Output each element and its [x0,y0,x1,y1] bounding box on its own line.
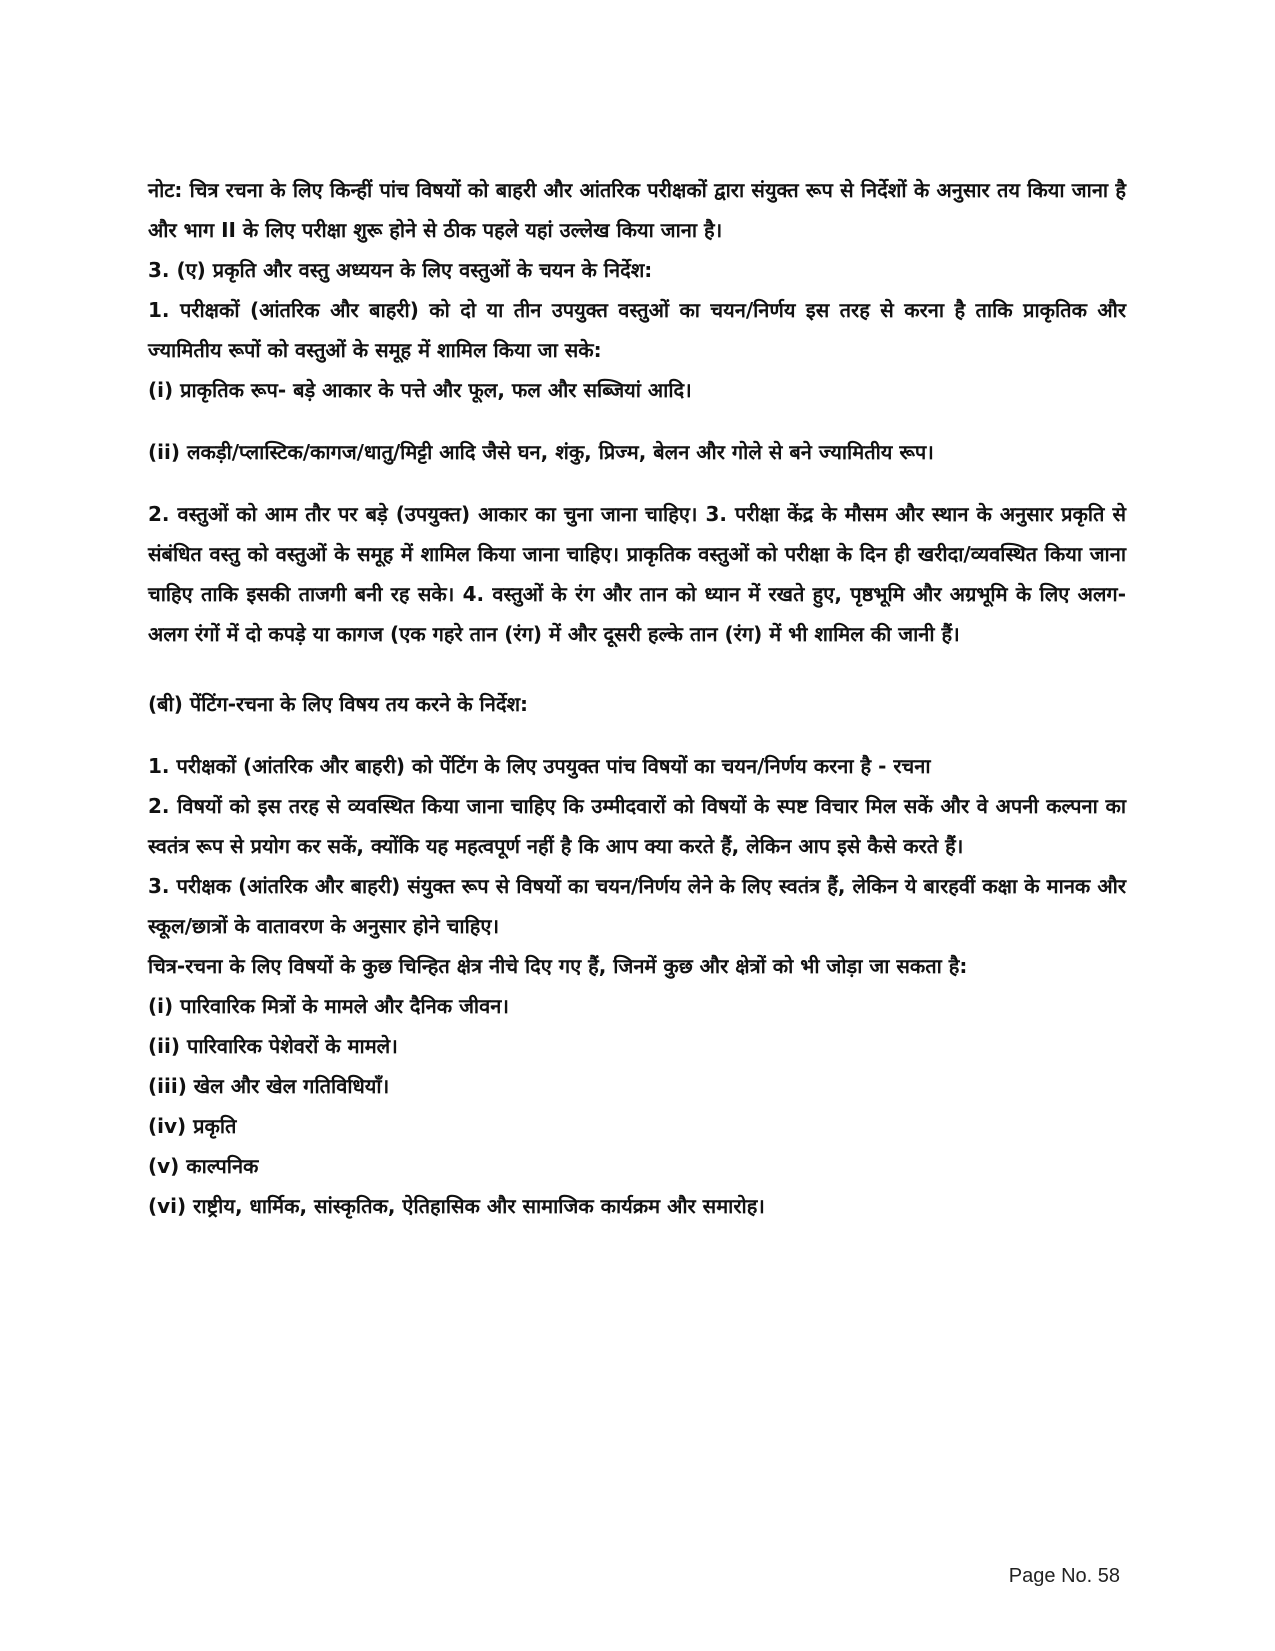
list-item: (iii) खेल और खेल गतिविधियाँ। [148,1074,390,1098]
spacer [148,654,1126,684]
section-a-sub-item: (ii) लकड़ी/प्लास्टिक/कागज/धातु/मिट्टी आदि जैसे घन, शंकु, प्रिज्म, बेलन और गोले से बने ज्यामितीय रूप। [148,440,934,464]
section-a-heading: 3. (ए) प्रकृति और वस्तु अध्ययन के लिए वस्तुओं के चयन के निर्देश: [148,258,653,282]
spacer [148,472,1126,494]
spacer [148,724,1126,746]
section-b-heading: (बी) पेंटिंग-रचना के लिए विषय तय करने के निर्देश: [148,692,529,716]
section-a-point-1: 1. परीक्षकों (आंतरिक और बाहरी) को दो या तीन उपयुक्त वस्तुओं का चयन/निर्णय इस तरह से करना है ताकि प्राकृतिक और ज्यामितीय रूपों को वस्तुओं के समूह में शामिल किया जा सके: [148,298,1126,362]
document-body [148,170,1126,1226]
list-item: (v) काल्पनिक [148,1154,259,1178]
list-item: (ii) पारिवारिक पेशेवरों के मामले। [148,1034,398,1058]
spacer [148,410,1126,432]
section-a-points-2-4: 2. वस्तुओं को आम तौर पर बड़े (उपयुक्त) आकार का चुना जाना चाहिए। 3. परीक्षा केंद्र के मौसम और स्थान के अनुसार प्रकृति से संबंधित वस्तु को वस्तुओं के समूह में शामिल किया जाना चाहिए। प्राकृतिक वस्तुओं को परीक्षा के दिन ही खरीदा/व्यवस्थित किया जाना चाहिए ताकि इसकी ताजगी बनी रह सके। 4. वस्तुओं के रंग और तान को ध्यान में रखते हुए, पृष्ठभूमि और अग्रभूमि के लिए अलग-अलग रंगों में दो कपड़े या कागज (एक गहरे तान (रंग) में और दूसरी हल्के तान (रंग) में भी शामिल की जानी हैं। [148,502,1126,646]
list-item: (iv) प्रकृति [148,1114,237,1138]
note-paragraph: नोट: चित्र रचना के लिए किन्हीं पांच विषयों को बाहरी और आंतरिक परीक्षकों द्वारा संयुक्त रूप से निर्देशों के अनुसार तय किया जाना है और भाग II के लिए परीक्षा शुरू होने से ठीक पहले यहां उल्लेख किया जाना है। [148,178,1126,242]
section-b-point-2: 2. विषयों को इस तरह से व्यवस्थित किया जाना चाहिए कि उम्मीदवारों को विषयों के स्पष्ट विचार मिल सकें और वे अपनी कल्पना का स्वतंत्र रूप से प्रयोग कर सकें, क्योंकि यह महत्वपूर्ण नहीं है कि आप क्या करते हैं, लेकिन आप इसे कैसे करते हैं। [148,794,1126,858]
section-a-sub-item: (i) प्राकृतिक रूप- बड़े आकार के पत्ते और फूल, फल और सब्जियां आदि। [148,378,692,402]
section-b-point-1: 1. परीक्षकों (आंतरिक और बाहरी) को पेंटिंग के लिए उपयुक्त पांच विषयों का चयन/निर्णय करना है - रचना [148,754,931,778]
list-item: (vi) राष्ट्रीय, धार्मिक, सांस्कृतिक, ऐतिहासिक और सामाजिक कार्यक्रम और समारोह। [148,1194,765,1218]
list-item: (i) पारिवारिक मित्रों के मामले और दैनिक जीवन। [148,994,509,1018]
section-b-point-3: 3. परीक्षक (आंतरिक और बाहरी) संयुक्त रूप से विषयों का चयन/निर्णय लेने के लिए स्वतंत्र हैं, लेकिन ये बारहवीं कक्षा के मानक और स्कूल/छात्रों के वातावरण के अनुसार होने चाहिए। [148,874,1126,938]
areas-intro: चित्र-रचना के लिए विषयों के कुछ चिन्हित क्षेत्र नीचे दिए गए हैं, जिनमें कुछ और क्षेत्रों को भी जोड़ा जा सकता है: [148,954,968,978]
page-number: Page No. 58 [1008,1565,1120,1587]
